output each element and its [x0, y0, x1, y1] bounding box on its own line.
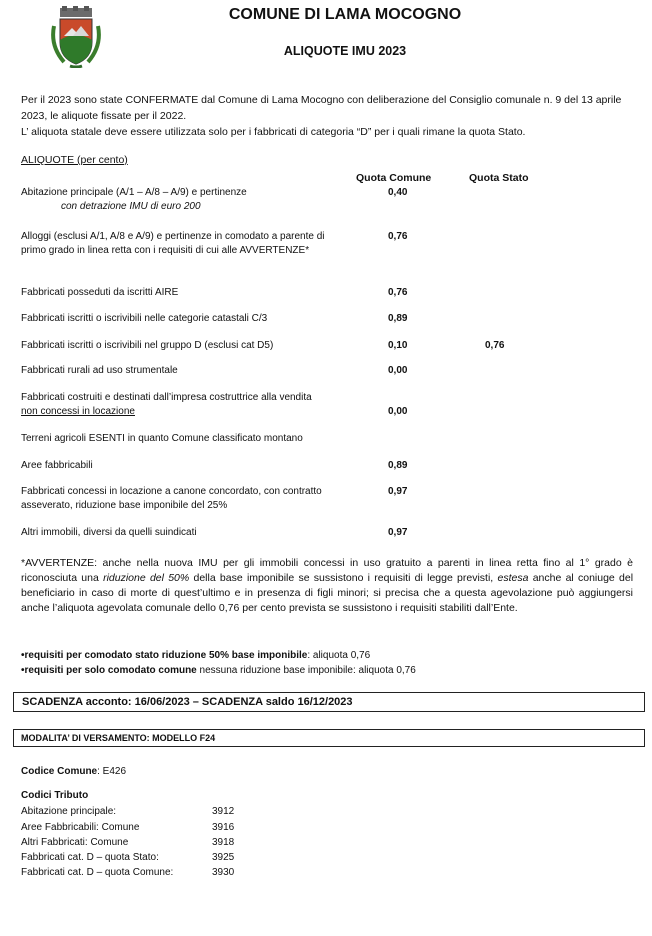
avvertenze-italic-2: estesa: [497, 572, 529, 584]
codice-comune-label: Codice Comune: [21, 766, 98, 777]
intro-line-2: L’ aliquota statale deve essere utilizzata solo per i fabbricati di categoria “D” per i quali rimane la quota Stato.: [21, 126, 526, 138]
avvertenze-text-1: *AVVERTENZE: anche nella nuova IMU per gli immobili concessi in uso gratuito a parenti in linea retta fino al 1° grado è riconosciuta una: [21, 557, 633, 584]
rate-label: Altri immobili, diversi da quelli suindicati: [21, 527, 197, 538]
avvertenze-paragraph: [21, 556, 633, 616]
aliquote-heading: ALIQUOTE (per cento): [21, 154, 128, 166]
rate-label: Terreni agricoli ESENTI in quanto Comune classificato montano: [21, 433, 303, 444]
rate-comune: 0,89: [388, 460, 408, 471]
municipal-coat-of-arms-icon: [50, 6, 102, 68]
rate-label: Fabbricati iscritti o iscrivibili nelle categorie catastali C/3: [21, 313, 268, 324]
bullet-rest: nessuna riduzione base imponibile: aliquota 0,76: [196, 665, 416, 676]
codice-comune: [21, 766, 126, 777]
rate-label: Alloggi (esclusi A/1, A/8 e A/9) e pertinenze in comodato a parente di primo grado in linea retta con i requisiti di cui alle AVVERTENZE*: [21, 231, 325, 256]
modalita-text: MODALITA’ DI VERSAMENTO: MODELLO F24: [21, 733, 216, 743]
page-subtitle: ALIQUOTE IMU 2023: [283, 44, 407, 58]
rate-sublabel: non concessi in locazione: [21, 406, 135, 417]
rate-comune: 0,76: [388, 287, 408, 298]
rate-comune: 0,00: [388, 406, 408, 417]
rate-comune: 0,97: [388, 527, 408, 538]
rate-label: Fabbricati costruiti e destinati dall’impresa costruttrice alla vendita: [21, 392, 312, 403]
bullet-bold: •requisiti per solo comodato comune: [21, 665, 197, 676]
tributo-row: [21, 867, 281, 878]
tributo-label: Fabbricati cat. D – quota Comune:: [21, 867, 174, 878]
bullet-item: [21, 665, 416, 676]
tributo-code: 3930: [212, 867, 235, 878]
bullet-rest: : aliquota 0,76: [307, 650, 371, 661]
modalita-box: [13, 729, 645, 747]
col-header-comune: Quota Comune: [356, 172, 432, 184]
page-title: COMUNE DI LAMA MOCOGNO: [228, 6, 462, 23]
tributo-code: 3918: [212, 837, 235, 848]
rate-comune: 0,97: [388, 486, 408, 497]
rate-comune: 0,40: [388, 187, 408, 198]
avvertenze-italic-1: riduzione del 50%: [103, 572, 190, 584]
tributo-label: Aree Fabbricabili: Comune: [21, 822, 140, 833]
scadenza-text: SCADENZA acconto: 16/06/2023 – SCADENZA saldo 16/12/2023: [22, 696, 353, 708]
rate-sublabel: con detrazione IMU di euro 200: [61, 201, 201, 212]
tributo-row: [21, 837, 281, 848]
tributo-row: [21, 822, 281, 833]
col-header-stato: Quota Stato: [469, 172, 529, 184]
tributo-row: [21, 806, 281, 817]
rate-label: Aree fabbricabili: [21, 460, 93, 471]
tributo-label: Fabbricati cat. D – quota Stato:: [21, 852, 159, 863]
tributo-label: Altri Fabbricati: Comune: [21, 837, 129, 848]
codice-comune-value: : E426: [97, 766, 127, 777]
tributo-code: 3912: [212, 806, 235, 817]
rate-comune: 0,00: [388, 365, 408, 376]
rate-label: Fabbricati concessi in locazione a canone concordato, con contratto asseverato, riduzione base imponibile del 25%: [21, 486, 322, 511]
rate-label: Fabbricati posseduti da iscritti AIRE: [21, 287, 179, 298]
avvertenze-text-2: della base imponibile se sussistono i requisiti di legge previsti,: [193, 572, 494, 584]
intro-text: [21, 92, 631, 140]
intro-line-1: Per il 2023 sono state CONFERMATE dal Comune di Lama Mocogno con deliberazione del Consiglio comunale n. 9 del 13 aprile 2023, le aliquote fissate per il 2022.: [21, 94, 622, 122]
bullet-item: [21, 650, 370, 661]
rate-stato: 0,76: [485, 340, 505, 351]
rate-comune: 0,76: [388, 231, 408, 242]
tributo-code: 3925: [212, 852, 235, 863]
codici-tributo-heading: Codici Tributo: [21, 790, 89, 801]
rate-label: Fabbricati iscritti o iscrivibili nel gruppo D (esclusi cat D5): [21, 340, 274, 351]
tributo-row: [21, 852, 281, 863]
rate-label: Fabbricati rurali ad uso strumentale: [21, 365, 178, 376]
avvertenze-text-3: anche al coniuge del beneficiario in caso di morte di quest’ultimo e in presenza di figli minori; si precisa che a questa agevolazione può aggiungersi anche l’aliquota agevolata comunale dello 0,76 per cento prevista se sussistono i requisiti stabiliti dall’Ente.: [21, 572, 634, 614]
tributo-label: Abitazione principale:: [21, 806, 117, 817]
scadenza-box: [13, 692, 645, 712]
tributo-code: 3916: [212, 822, 235, 833]
rate-comune: 0,89: [388, 313, 408, 324]
bullet-bold: •requisiti per comodato stato riduzione 50% base imponibile: [21, 650, 308, 661]
rate-label: Abitazione principale (A/1 – A/8 – A/9) e pertinenze: [21, 187, 247, 198]
rate-comune: 0,10: [388, 340, 408, 351]
